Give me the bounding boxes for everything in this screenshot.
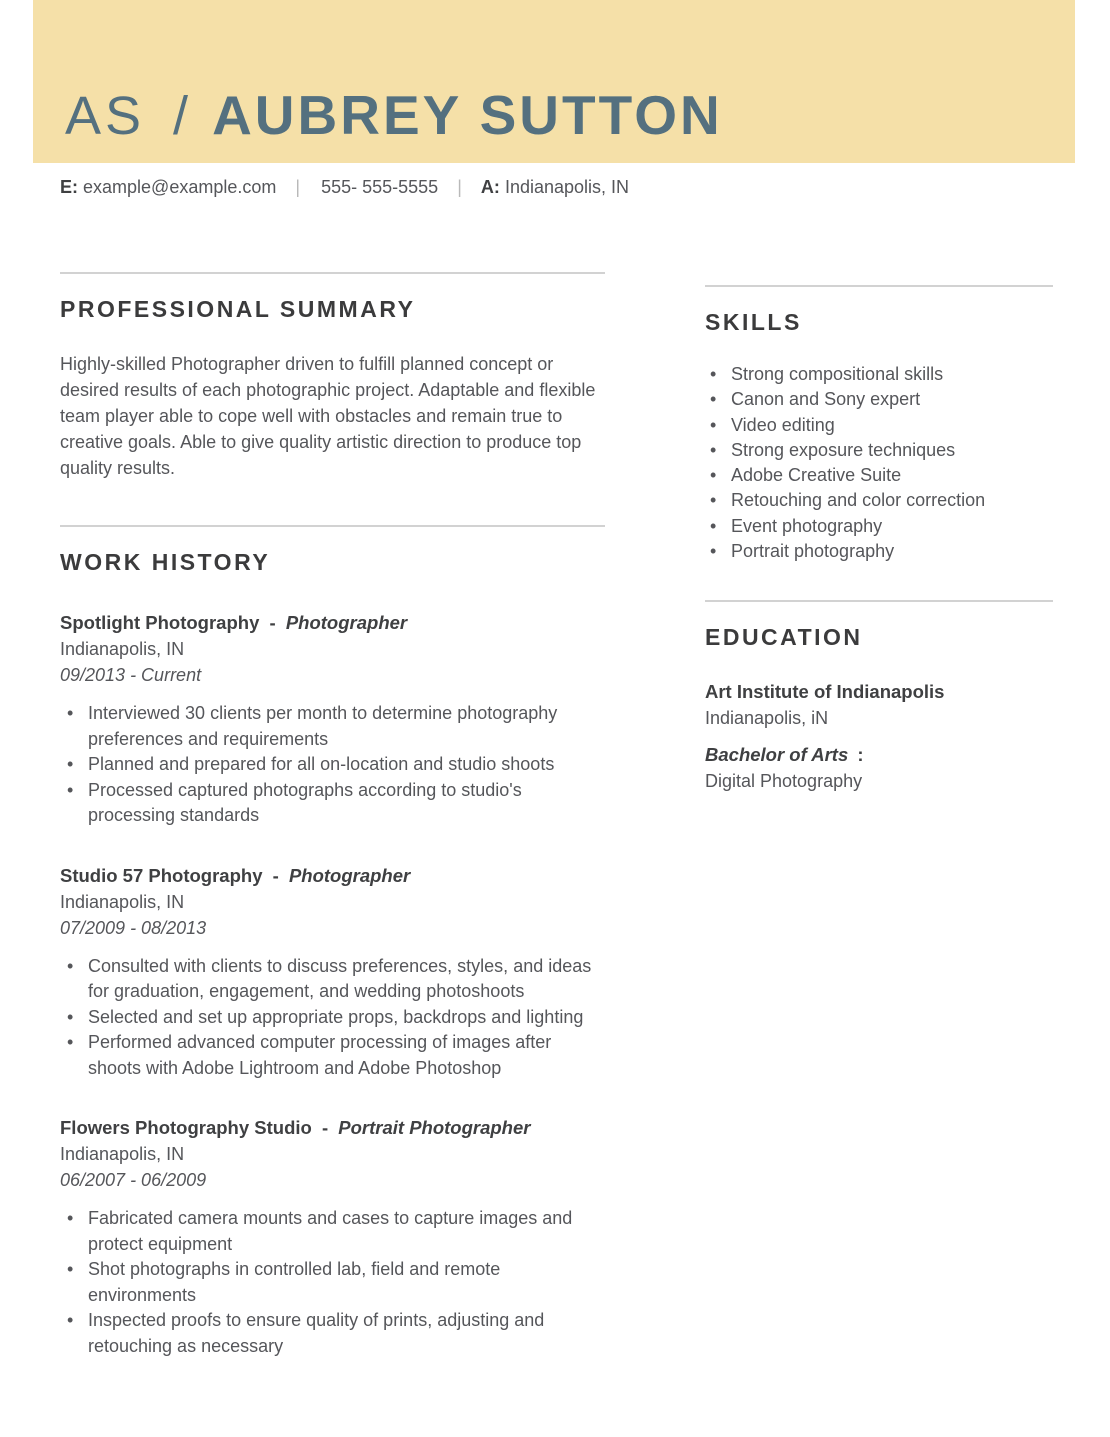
slash-separator: / (173, 86, 189, 146)
job-bullet: • Consulted with clients to discuss preferences, styles, and ideas for graduation, engagement, and wedding photoshoots (60, 954, 605, 1005)
job-dates: 07/2009 - 08/2013 (60, 917, 207, 938)
job-location: Indianapolis, IN (60, 891, 185, 912)
job-title: Portrait Photographer (338, 1117, 531, 1138)
address-label: A: (480, 177, 500, 197)
address-value: Indianapolis, IN (504, 177, 630, 197)
skill-item: • Strong exposure techniques (705, 438, 1053, 463)
job-header (60, 863, 605, 889)
job-bullet: • Interviewed 30 clients per month to determine photography preferences and requirements (60, 701, 605, 752)
job-bullet: • Shot photographs in controlled lab, field and remote environments (60, 1257, 605, 1308)
section-divider (705, 285, 1053, 287)
job-location: Indianapolis, IN (60, 639, 185, 659)
job-dash: - (269, 612, 276, 633)
job-bullet: • Processed captured photographs according to studio's processing standards (60, 778, 605, 829)
skill-item: • Canon and Sony expert (705, 387, 1053, 412)
job-bullet: • Planned and prepared for all on-location and studio shoots (60, 752, 605, 778)
contact-separator: | (295, 177, 301, 197)
section-divider (60, 525, 605, 527)
skill-item: • Video editing (705, 413, 1053, 438)
skills-heading: SKILLS (705, 309, 802, 335)
monogram: AS (65, 86, 146, 146)
job-dash: - (272, 864, 279, 886)
job-company: Studio 57 Photography (60, 864, 263, 886)
content-columns (60, 198, 1110, 1359)
education-field: Digital Photography (705, 771, 863, 792)
education-location: Indianapolis, iN (705, 708, 829, 729)
header-banner (33, 0, 1075, 163)
job-company: Flowers Photography Studio (60, 1117, 312, 1138)
education-school: Art Institute of Indianapolis (705, 681, 945, 703)
job-location: Indianapolis, IN (60, 1144, 185, 1164)
education-heading: EDUCATION (705, 624, 863, 651)
summary-heading: PROFESSIONAL SUMMARY (60, 296, 416, 322)
job-entry (60, 610, 605, 829)
job-entry (60, 1115, 605, 1359)
job-bullet-list (60, 1206, 605, 1359)
summary-text: Highly-skilled Photographer driven to fulfill planned concept or desired results of each photographic project. Adaptable and flexible team player able to cope well with obstacles and remain true to creative goals. Able to give quality artistic direction to produce top quality results. (60, 354, 596, 478)
job-bullet-list (60, 954, 605, 1082)
job-header (60, 1115, 605, 1141)
job-title: Photographer (288, 864, 411, 886)
skills-list (705, 362, 1053, 564)
job-entry (60, 863, 605, 1082)
skill-item: • Adobe Creative Suite (705, 463, 1053, 488)
skill-item: • Portrait photography (705, 539, 1053, 564)
contact-separator: | (457, 177, 462, 197)
right-column (705, 272, 1053, 1359)
job-bullet: • Selected and set up appropriate props, backdrops and lighting (60, 1005, 605, 1031)
job-dates: 06/2007 - 06/2009 (60, 1170, 207, 1190)
skill-item: • Strong compositional skills (705, 362, 1053, 387)
job-dash: - (321, 1117, 329, 1138)
skill-item: • Retouching and color correction (705, 488, 1053, 513)
contact-bar (60, 177, 1110, 198)
left-column (60, 272, 605, 1359)
skill-item: • Event photography (705, 514, 1053, 539)
section-divider (60, 272, 605, 274)
candidate-name: AUBREY SUTTON (212, 84, 723, 146)
email-label: E: (60, 177, 78, 197)
job-title: Photographer (285, 612, 408, 633)
job-bullet: • Inspected proofs to ensure quality of prints, adjusting and retouching as necessary (60, 1308, 605, 1359)
phone-value: 555- 555-5555 (321, 177, 439, 197)
job-header (60, 610, 605, 636)
job-bullet: • Performed advanced computer processing of images after shoots with Adobe Lightroom and Adobe Photoshop (60, 1030, 605, 1081)
job-bullet-list (60, 701, 605, 829)
section-divider (705, 600, 1053, 602)
education-degree-line (705, 742, 1053, 768)
job-bullet: • Fabricated camera mounts and cases to capture images and protect equipment (60, 1206, 605, 1257)
education-degree-colon: : (857, 744, 864, 766)
job-dates: 09/2013 - Current (60, 665, 202, 685)
email-value: example@example.com (83, 177, 277, 197)
work-history-heading: WORK HISTORY (60, 549, 271, 575)
education-degree: Bachelor of Arts (705, 744, 849, 766)
job-company: Spotlight Photography (60, 612, 260, 633)
header-name-block (65, 83, 723, 147)
